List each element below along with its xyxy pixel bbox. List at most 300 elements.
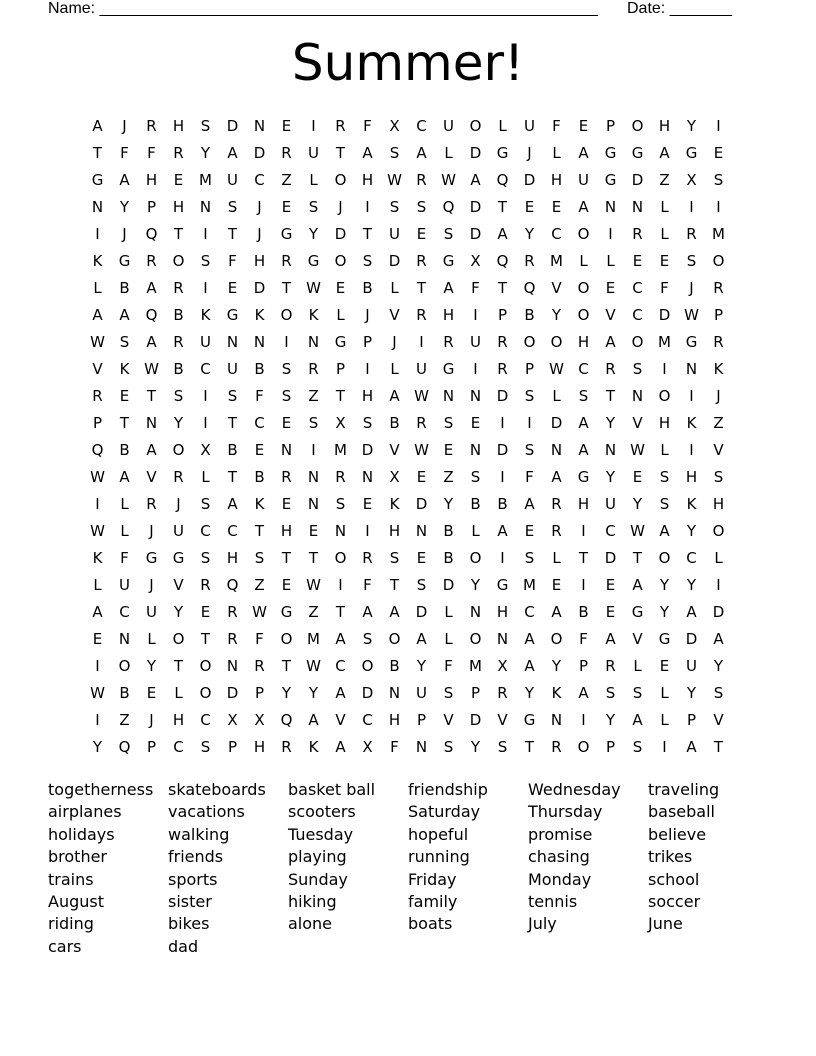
grid-letter: W bbox=[441, 170, 456, 189]
grid-letter: J bbox=[257, 197, 262, 216]
grid-letter: A bbox=[92, 602, 103, 621]
grid-letter: F bbox=[255, 386, 264, 405]
grid-letter: G bbox=[604, 143, 617, 162]
grid-letter: K bbox=[308, 737, 319, 756]
grid-letter: D bbox=[496, 440, 509, 459]
grid-letter: K bbox=[254, 494, 265, 513]
grid-letter: A bbox=[227, 494, 238, 513]
grid-letter: R bbox=[146, 494, 157, 513]
grid-letter: Y bbox=[686, 683, 697, 702]
grid-letter: B bbox=[389, 413, 400, 432]
word-list-item: Monday bbox=[528, 869, 592, 889]
grid-letter: A bbox=[686, 602, 697, 621]
grid-letter: S bbox=[389, 548, 400, 567]
word-list-item: alone bbox=[288, 914, 333, 934]
grid-letter: A bbox=[578, 197, 589, 216]
grid-letter: T bbox=[389, 575, 400, 594]
grid-letter: V bbox=[173, 575, 184, 594]
grid-letter: Q bbox=[496, 170, 509, 189]
grid-letter: I bbox=[716, 197, 721, 216]
grid-letter: E bbox=[173, 170, 184, 189]
grid-letter: N bbox=[550, 710, 563, 729]
grid-letter: D bbox=[388, 251, 401, 270]
grid-letter: X bbox=[362, 737, 373, 756]
grid-letter: I bbox=[500, 467, 505, 486]
grid-letter: T bbox=[254, 521, 265, 540]
grid-letter: T bbox=[281, 548, 292, 567]
grid-letter: T bbox=[605, 386, 616, 405]
grid-letter: L bbox=[444, 629, 453, 648]
grid-letter: I bbox=[203, 278, 208, 297]
grid-letter: E bbox=[200, 602, 211, 621]
grid-letter: N bbox=[631, 386, 644, 405]
grid-letter: S bbox=[659, 467, 670, 486]
grid-letter: T bbox=[335, 602, 346, 621]
grid-letter: U bbox=[146, 602, 157, 621]
grid-letter: A bbox=[119, 305, 130, 324]
grid-letter: Q bbox=[280, 710, 293, 729]
grid-letter: T bbox=[227, 413, 238, 432]
word-list-item: June bbox=[648, 914, 683, 934]
grid-letter: G bbox=[442, 251, 455, 270]
grid-letter: L bbox=[93, 575, 102, 594]
grid-letter: Q bbox=[91, 440, 104, 459]
grid-letter: V bbox=[713, 440, 724, 459]
grid-letter: N bbox=[604, 440, 617, 459]
grid-letter: F bbox=[660, 278, 669, 297]
word-list-item: tennis bbox=[528, 891, 578, 911]
grid-letter: H bbox=[388, 710, 401, 729]
grid-letter: V bbox=[92, 359, 103, 378]
grid-letter: N bbox=[469, 602, 482, 621]
grid-letter: E bbox=[281, 413, 292, 432]
grid-letter: L bbox=[390, 359, 399, 378]
grid-letter: D bbox=[631, 170, 644, 189]
grid-letter: N bbox=[91, 197, 104, 216]
grid-letter: N bbox=[685, 359, 698, 378]
grid-letter: S bbox=[443, 737, 454, 756]
grid-letter: P bbox=[362, 332, 373, 351]
grid-letter: C bbox=[686, 548, 697, 567]
grid-letter: R bbox=[713, 278, 724, 297]
grid-letter: T bbox=[335, 143, 346, 162]
grid-letter: A bbox=[686, 737, 697, 756]
grid-letter: E bbox=[362, 494, 373, 513]
grid-letter: E bbox=[254, 440, 265, 459]
grid-letter: I bbox=[716, 116, 721, 135]
grid-letter: N bbox=[496, 629, 509, 648]
grid-letter: B bbox=[254, 359, 265, 378]
grid-letter: I bbox=[527, 413, 532, 432]
grid-letter: H bbox=[280, 521, 293, 540]
grid-letter: L bbox=[552, 548, 561, 567]
grid-letter: Q bbox=[442, 197, 455, 216]
grid-letter: D bbox=[469, 143, 482, 162]
grid-letter: I bbox=[608, 224, 613, 243]
grid-letter: S bbox=[713, 467, 724, 486]
grid-letter: O bbox=[550, 332, 563, 351]
grid-letter: C bbox=[605, 521, 616, 540]
grid-letter: D bbox=[361, 683, 374, 702]
grid-letter: E bbox=[443, 440, 454, 459]
grid-letter: I bbox=[311, 440, 316, 459]
grid-letter: G bbox=[280, 602, 293, 621]
word-list-item: sister bbox=[168, 891, 212, 911]
grid-letter: S bbox=[713, 170, 724, 189]
grid-letter: U bbox=[686, 656, 697, 675]
grid-letter: L bbox=[660, 440, 669, 459]
grid-letter: A bbox=[551, 602, 562, 621]
grid-letter: S bbox=[578, 386, 589, 405]
grid-letter: Q bbox=[145, 305, 158, 324]
grid-letter: R bbox=[362, 548, 373, 567]
grid-letter: L bbox=[606, 251, 615, 270]
grid-letter: M bbox=[523, 575, 536, 594]
grid-letter: R bbox=[416, 305, 427, 324]
grid-letter: O bbox=[469, 116, 482, 135]
grid-letter: Y bbox=[524, 224, 535, 243]
grid-letter: S bbox=[524, 548, 535, 567]
grid-letter: E bbox=[308, 521, 319, 540]
grid-letter: K bbox=[308, 305, 319, 324]
grid-letter: E bbox=[227, 278, 238, 297]
grid-letter: E bbox=[605, 278, 616, 297]
grid-letter: A bbox=[524, 494, 535, 513]
grid-letter: P bbox=[578, 656, 589, 675]
page-title: Summer! bbox=[291, 34, 525, 92]
grid-letter: G bbox=[523, 710, 536, 729]
grid-letter: S bbox=[200, 494, 211, 513]
grid-letter: E bbox=[119, 386, 130, 405]
grid-letter: N bbox=[307, 332, 320, 351]
grid-letter: O bbox=[577, 278, 590, 297]
grid-letter: P bbox=[605, 737, 616, 756]
grid-letter: U bbox=[389, 224, 400, 243]
grid-letter: G bbox=[496, 143, 509, 162]
grid-letter: Z bbox=[281, 170, 292, 189]
grid-letter: P bbox=[605, 116, 616, 135]
grid-letter: A bbox=[335, 629, 346, 648]
grid-letter: B bbox=[389, 656, 400, 675]
grid-letter: T bbox=[281, 278, 292, 297]
grid-letter: J bbox=[716, 386, 721, 405]
grid-letter: T bbox=[497, 197, 508, 216]
grid-letter: U bbox=[470, 332, 481, 351]
grid-letter: A bbox=[362, 602, 373, 621]
grid-letter: E bbox=[659, 251, 670, 270]
grid-letter: L bbox=[498, 116, 507, 135]
grid-letter: B bbox=[227, 440, 238, 459]
grid-letter: W bbox=[90, 467, 105, 486]
grid-letter: L bbox=[174, 683, 183, 702]
word-list-item: cars bbox=[48, 936, 82, 956]
word-list-item: vacations bbox=[168, 802, 245, 822]
grid-letter: F bbox=[552, 116, 561, 135]
grid-letter: S bbox=[470, 467, 481, 486]
grid-letter: V bbox=[335, 710, 346, 729]
grid-letter: S bbox=[200, 251, 211, 270]
grid-letter: T bbox=[227, 467, 238, 486]
grid-letter: R bbox=[227, 629, 238, 648]
grid-letter: W bbox=[306, 575, 321, 594]
grid-letter: Z bbox=[713, 413, 724, 432]
grid-letter: H bbox=[685, 467, 698, 486]
grid-letter: D bbox=[685, 629, 698, 648]
grid-letter: C bbox=[578, 359, 589, 378]
word-list-item: family bbox=[408, 891, 458, 911]
grid-letter: C bbox=[362, 710, 373, 729]
grid-letter: P bbox=[254, 683, 265, 702]
word-list-item: school bbox=[648, 869, 700, 889]
grid-letter: G bbox=[307, 251, 320, 270]
grid-letter: R bbox=[605, 359, 616, 378]
grid-letter: W bbox=[90, 332, 105, 351]
grid-letter: T bbox=[173, 656, 184, 675]
grid-letter: Y bbox=[146, 656, 157, 675]
grid-letter: V bbox=[389, 440, 400, 459]
word-list-item bbox=[288, 936, 408, 958]
grid-letter: H bbox=[253, 737, 266, 756]
word-list-item: dad bbox=[168, 936, 199, 956]
grid-letter: R bbox=[416, 170, 427, 189]
grid-letter: V bbox=[443, 710, 454, 729]
word-list-item: sports bbox=[168, 869, 218, 889]
grid-letter: P bbox=[497, 305, 508, 324]
grid-letter: I bbox=[365, 197, 370, 216]
header bbox=[48, 0, 748, 20]
grid-letter: O bbox=[577, 737, 590, 756]
grid-letter: Q bbox=[226, 575, 239, 594]
grid-letter: V bbox=[551, 278, 562, 297]
grid-letter: V bbox=[389, 305, 400, 324]
grid-letter: G bbox=[631, 143, 644, 162]
grid-letter: I bbox=[473, 305, 478, 324]
grid-letter: R bbox=[524, 251, 535, 270]
grid-letter: E bbox=[551, 197, 562, 216]
grid-letter: L bbox=[552, 143, 561, 162]
grid-letter: X bbox=[389, 467, 400, 486]
grid-letter: S bbox=[416, 197, 427, 216]
grid-letter: R bbox=[227, 602, 238, 621]
grid-letter: G bbox=[496, 575, 509, 594]
grid-letter: C bbox=[200, 710, 211, 729]
word-list-item: July bbox=[528, 914, 557, 934]
grid-letter: Y bbox=[686, 575, 697, 594]
grid-letter: M bbox=[658, 332, 671, 351]
grid-letter: S bbox=[335, 494, 346, 513]
grid-letter: O bbox=[658, 386, 671, 405]
grid-letter: U bbox=[605, 494, 616, 513]
grid-letter: C bbox=[227, 521, 238, 540]
grid-letter: Z bbox=[119, 710, 130, 729]
grid-letter: B bbox=[443, 548, 454, 567]
grid-letter: R bbox=[281, 143, 292, 162]
grid-letter: V bbox=[632, 413, 643, 432]
grid-letter: N bbox=[199, 197, 212, 216]
grid-letter: O bbox=[469, 548, 482, 567]
grid-letter: R bbox=[551, 521, 562, 540]
name-field-line: Name: ________________________________________________________ bbox=[48, 0, 598, 17]
grid-letter: N bbox=[469, 440, 482, 459]
grid-letter: R bbox=[173, 332, 184, 351]
grid-letter: G bbox=[172, 548, 185, 567]
grid-letter: H bbox=[496, 602, 509, 621]
grid-letter: O bbox=[550, 629, 563, 648]
grid-letter: E bbox=[524, 521, 535, 540]
grid-letter: G bbox=[604, 170, 617, 189]
grid-letter: A bbox=[578, 440, 589, 459]
grid-letter: S bbox=[524, 440, 535, 459]
grid-letter: M bbox=[199, 170, 212, 189]
grid-letter: G bbox=[334, 332, 347, 351]
grid-letter: E bbox=[416, 224, 427, 243]
grid-letter: S bbox=[524, 386, 535, 405]
grid-letter: C bbox=[524, 602, 535, 621]
grid-letter: C bbox=[551, 224, 562, 243]
grid-letter: S bbox=[227, 386, 238, 405]
grid-letter: L bbox=[633, 656, 642, 675]
grid-letter: J bbox=[176, 494, 181, 513]
grid-letter: H bbox=[361, 170, 374, 189]
grid-letter: L bbox=[120, 521, 129, 540]
grid-letter: T bbox=[524, 737, 535, 756]
grid-letter: N bbox=[388, 683, 401, 702]
word-list-item bbox=[408, 936, 528, 958]
grid-letter: L bbox=[201, 467, 210, 486]
grid-letter: A bbox=[335, 683, 346, 702]
word-list-item: airplanes bbox=[48, 802, 122, 822]
grid-letter: D bbox=[253, 278, 266, 297]
grid-letter: O bbox=[280, 305, 293, 324]
grid-letter: I bbox=[365, 521, 370, 540]
grid-letter: S bbox=[686, 251, 697, 270]
grid-letter: U bbox=[416, 683, 427, 702]
grid-letter: E bbox=[524, 197, 535, 216]
grid-letter: L bbox=[660, 197, 669, 216]
grid-letter: H bbox=[172, 116, 185, 135]
grid-letter: I bbox=[95, 224, 100, 243]
word-list-item: running bbox=[408, 847, 470, 867]
grid-letter: N bbox=[145, 413, 158, 432]
grid-letter: G bbox=[631, 602, 644, 621]
grid-letter: I bbox=[716, 575, 721, 594]
grid-letter: W bbox=[630, 440, 645, 459]
grid-letter: A bbox=[497, 521, 508, 540]
grid-letter: A bbox=[524, 629, 535, 648]
grid-letter: U bbox=[308, 143, 319, 162]
grid-letter: E bbox=[281, 116, 292, 135]
grid-letter: U bbox=[119, 575, 130, 594]
grid-letter: A bbox=[92, 305, 103, 324]
word-list-item: holidays bbox=[48, 824, 115, 844]
grid-letter: K bbox=[200, 305, 211, 324]
grid-letter: F bbox=[390, 737, 399, 756]
grid-letter: F bbox=[228, 251, 237, 270]
grid-letter: Y bbox=[551, 656, 562, 675]
grid-letter: P bbox=[470, 683, 481, 702]
grid-letter: U bbox=[200, 332, 211, 351]
grid-letter: B bbox=[254, 467, 265, 486]
grid-letter: Y bbox=[308, 683, 319, 702]
grid-letter: T bbox=[227, 224, 238, 243]
grid-letter: A bbox=[659, 521, 670, 540]
grid-letter: I bbox=[95, 656, 100, 675]
grid-letter: R bbox=[281, 737, 292, 756]
grid-letter: H bbox=[577, 332, 590, 351]
grid-letter: U bbox=[578, 170, 589, 189]
grid-letter: S bbox=[659, 494, 670, 513]
grid-letter: S bbox=[308, 197, 319, 216]
grid-letter: H bbox=[172, 197, 185, 216]
grid-letter: A bbox=[578, 413, 589, 432]
grid-letter: W bbox=[90, 683, 105, 702]
grid-letter: Y bbox=[281, 683, 292, 702]
grid-letter: S bbox=[227, 197, 238, 216]
grid-letter: Y bbox=[659, 575, 670, 594]
grid-letter: X bbox=[497, 656, 508, 675]
grid-letter: Y bbox=[173, 602, 184, 621]
grid-letter: A bbox=[632, 575, 643, 594]
grid-letter: L bbox=[336, 305, 345, 324]
grid-letter: U bbox=[416, 359, 427, 378]
grid-letter: X bbox=[227, 710, 238, 729]
grid-letter: N bbox=[253, 116, 266, 135]
grid-letter: N bbox=[361, 467, 374, 486]
grid-letter: J bbox=[149, 521, 154, 540]
grid-letter: R bbox=[200, 575, 211, 594]
grid-letter: I bbox=[203, 386, 208, 405]
grid-letter: R bbox=[146, 116, 157, 135]
grid-letter: E bbox=[281, 494, 292, 513]
grid-letter: C bbox=[335, 656, 346, 675]
grid-letter: A bbox=[578, 683, 589, 702]
grid-letter: W bbox=[306, 278, 321, 297]
grid-letter: F bbox=[444, 656, 453, 675]
grid-letter: F bbox=[525, 467, 534, 486]
grid-letter: C bbox=[119, 602, 130, 621]
grid-letter: O bbox=[361, 656, 374, 675]
grid-letter: A bbox=[119, 467, 130, 486]
grid-letter: E bbox=[632, 467, 643, 486]
grid-letter: H bbox=[388, 521, 401, 540]
grid-letter: I bbox=[689, 386, 694, 405]
grid-letter: R bbox=[605, 656, 616, 675]
grid-letter: I bbox=[581, 710, 586, 729]
grid-letter: N bbox=[280, 440, 293, 459]
grid-letter: A bbox=[362, 143, 373, 162]
grid-letter: Q bbox=[118, 737, 131, 756]
grid-letter: T bbox=[497, 278, 508, 297]
grid-letter: L bbox=[147, 629, 156, 648]
grid-letter: M bbox=[469, 656, 482, 675]
grid-letter: F bbox=[363, 116, 372, 135]
grid-letter: J bbox=[338, 197, 343, 216]
grid-letter: M bbox=[334, 440, 347, 459]
grid-letter: Y bbox=[443, 494, 454, 513]
word-list-item: hiking bbox=[288, 891, 337, 911]
grid-letter: N bbox=[253, 332, 266, 351]
grid-letter: L bbox=[309, 170, 318, 189]
grid-letter: R bbox=[713, 332, 724, 351]
grid-letter: C bbox=[200, 521, 211, 540]
grid-letter: Y bbox=[200, 143, 211, 162]
grid-letter: O bbox=[658, 548, 671, 567]
grid-letter: K bbox=[254, 305, 265, 324]
grid-letter: I bbox=[473, 359, 478, 378]
grid-letter: O bbox=[334, 548, 347, 567]
grid-letter: D bbox=[469, 197, 482, 216]
grid-letter: U bbox=[443, 116, 454, 135]
